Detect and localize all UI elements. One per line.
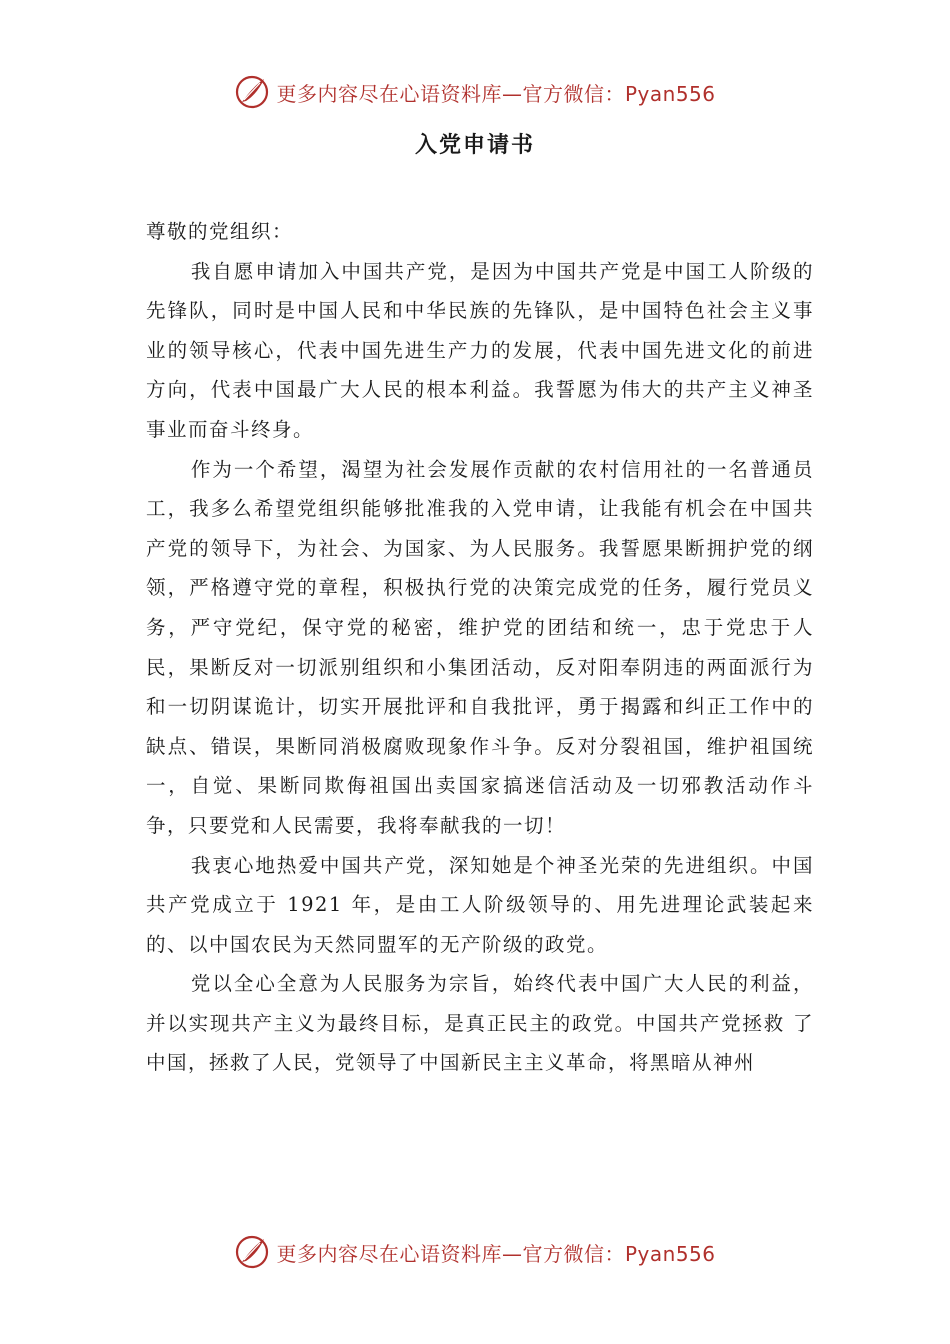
paragraph-2: 作为一个希望，渴望为社会发展作贡献的农村信用社的一名普通员工，我多么希望党组织能够批准我的入党申请，让我能有机会在中国共产党的领导下，为社会、为国家、为人民服务。我誓愿果断拥护党的纲领，严格遵守党的章程，积极执行党的决策完成党的任务，履行党员义务，严守党纪，保守党的秘密，维护党的团结和统一，忠于党忠于人民，果断反对一切派别组织和小集团活动，反对阳奉阴违的两面派行为和一切阴谋诡计，切实开展批评和自我批评，勇于揭露和纠正工作中的缺点、错误，果断同消极腐败现象作斗争。反对分裂祖国，维护祖国统一，自觉、果断同欺侮祖国出卖国家搞迷信活动及一切邪教活动作斗争，只要党和人民需要，我将奉献我的一切！ (146, 457, 814, 837)
salutation: 尊敬的党组织： (146, 220, 294, 243)
footer-banner (0, 1232, 950, 1272)
paragraph-4: 党以全心全意为人民服务为宗旨，始终代表中国广大人民的利益，并以实现共产主义为最终目标，是真正民主的政党。中国共产党拯救 了中国，拯救了人民，党领导了中国新民主主义革命，将黑暗从神州 (146, 972, 814, 1075)
wechat-id: Pyan556 (624, 1241, 716, 1266)
wechat-id: Pyan556 (624, 81, 716, 106)
document-title: 入党申请书 (414, 133, 535, 158)
quill-pen-logo-icon (234, 74, 270, 110)
paragraph-3: 我衷心地热爱中国共产党，深知她是个神圣光荣的先进组织。中国共产党成立于 1921 年，是由工人阶级领导的、用先进理论武装起来的、以中国农民为天然同盟军的无产阶级的政党。 (146, 853, 814, 956)
quill-pen-logo-icon (234, 1234, 270, 1270)
banner-text: 更多内容尽在心语资料库—官方微信：Pyan556 (276, 1241, 716, 1266)
document-body (146, 212, 814, 1083)
header-banner (0, 72, 950, 112)
paragraph-1: 我自愿申请加入中国共产党，是因为中国共产党是中国工人阶级的先锋队，同时是中国人民和中华民族的先锋队，是中国特色社会主义事业的领导核心，代表中国先进生产力的发展，代表中国先进文化的前进方向，代表中国最广大人民的根本利益。我誓愿为伟大的共产主义神圣事业而奋斗终身。 (146, 259, 814, 441)
banner-text: 更多内容尽在心语资料库—官方微信：Pyan556 (276, 81, 716, 106)
